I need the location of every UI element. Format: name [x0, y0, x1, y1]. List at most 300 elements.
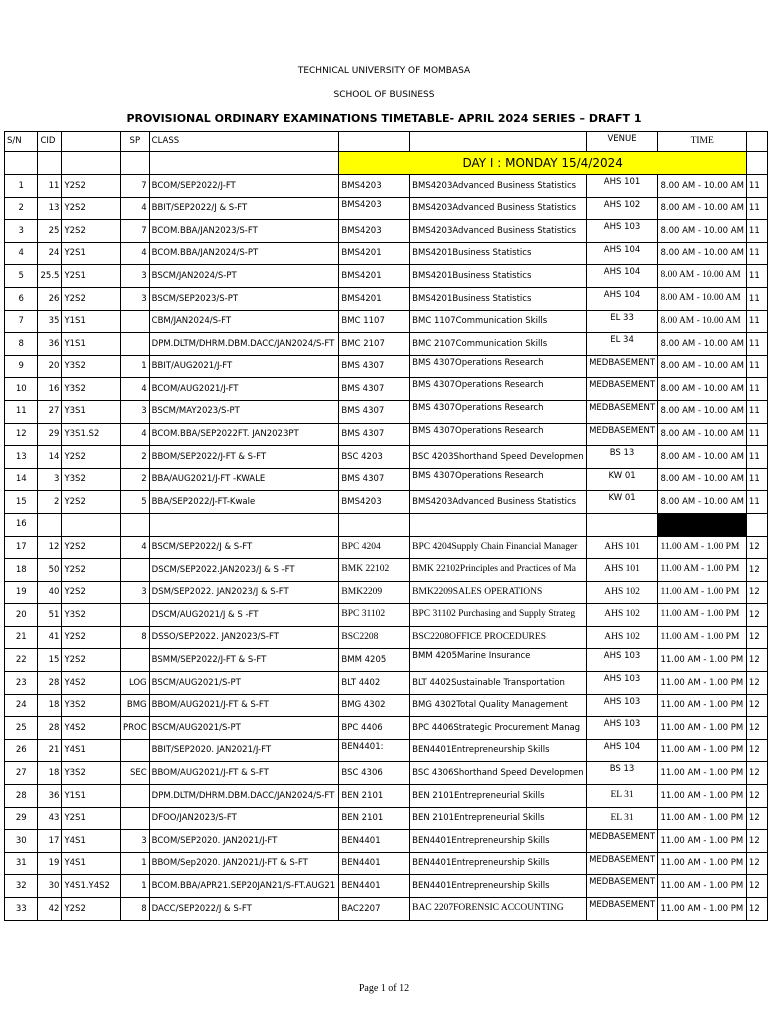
cell-sn: 10: [5, 378, 38, 401]
cell-unit-code: BMS4201: [339, 287, 410, 310]
cell-extra: 12: [746, 672, 767, 695]
cell-unit-code: BSC 4203: [339, 446, 410, 469]
cell-sp: LOG: [120, 672, 149, 695]
cell-sn: 20: [5, 604, 38, 627]
cell-time: 11.00 AM - 1.00 PM: [658, 830, 746, 853]
table-header-row: [5, 132, 768, 152]
cell-unit-code: BMS 4307: [339, 378, 410, 401]
table-row: [5, 830, 768, 853]
cell-unit-code: BMS 4307: [339, 355, 410, 378]
cell-venue: EL 31: [586, 785, 658, 808]
cell-class: DSCM/AUG2021/J & S -FT: [149, 604, 339, 627]
table-row: [5, 310, 768, 333]
cell-extra: 12: [746, 694, 767, 717]
table-row: [5, 287, 768, 310]
cell-extra: 12: [746, 739, 767, 762]
cell-sp: 4: [120, 536, 149, 559]
cell-class: BCOM.BBA/JAN2023/S-FT: [149, 220, 339, 243]
cell-year-sem: Y4S1: [62, 830, 121, 853]
cell-sn: 30: [5, 830, 38, 853]
cell-cid: [38, 513, 62, 536]
cell-sp: 4: [120, 423, 149, 446]
table-row: [5, 491, 768, 514]
cell-unit-code: BMK2209: [339, 581, 410, 604]
cell-time: 8.00 AM - 10.00 AM: [658, 310, 746, 333]
col-header-sn: S/N: [5, 132, 38, 152]
cell-year-sem: Y2S2: [62, 491, 121, 514]
cell-class: DACC/SEP2022/J & S-FT: [149, 898, 339, 921]
cell-sp: 4: [120, 378, 149, 401]
cell-sn: 5: [5, 265, 38, 288]
cell-year-sem: Y2S1: [62, 265, 121, 288]
cell-cid: 11: [38, 175, 62, 198]
col-header-blank: [62, 132, 121, 152]
cell-unit-title: BMS 4307Operations Research: [410, 400, 586, 423]
cell-class: BSCM/SEP2023/S-PT: [149, 287, 339, 310]
cell-year-sem: Y2S2: [62, 559, 121, 582]
cell-class: BBOM/AUG2021/J-FT & S-FT: [149, 694, 339, 717]
cell-class: DPM.DLTM/DHRM.DBM.DACC/JAN2024/S-FT: [149, 333, 339, 356]
cell-class: [149, 513, 339, 536]
cell-extra: 11: [746, 242, 767, 265]
cell-sp: 1: [120, 875, 149, 898]
cell-time: 11.00 AM - 1.00 PM: [658, 898, 746, 921]
col-header-extra: [746, 132, 767, 152]
cell-extra: 11: [746, 287, 767, 310]
cell-cid: 3: [38, 468, 62, 491]
cell-unit-title: BSC2208OFFICE PROCEDURES: [410, 626, 586, 649]
cell-cid: 13: [38, 197, 62, 220]
cell-venue: AHS 103: [586, 220, 658, 243]
cell-year-sem: Y1S1: [62, 785, 121, 808]
cell-venue: [586, 513, 658, 536]
table-row: [5, 649, 768, 672]
cell-year-sem: Y4S1.Y4S2: [62, 875, 121, 898]
cell-sp: 8: [120, 626, 149, 649]
cell-unit-code: BMC 2107: [339, 333, 410, 356]
cell-extra: 12: [746, 581, 767, 604]
cell-sn: 31: [5, 852, 38, 875]
cell-unit-title: BMS 4307Operations Research: [410, 423, 586, 446]
cell-unit-code: BMS4201: [339, 265, 410, 288]
cell-sp: [120, 739, 149, 762]
cell-year-sem: Y2S2: [62, 220, 121, 243]
cell-unit-title: BMS4203Advanced Business Statistics: [410, 175, 586, 198]
cell-unit-code: BSC2208: [339, 626, 410, 649]
cell-sn: 17: [5, 536, 38, 559]
cell-cid: 18: [38, 694, 62, 717]
table-row: [5, 762, 768, 785]
cell-venue: MEDBASEMENT: [586, 830, 658, 853]
table-row: [5, 423, 768, 446]
cell-unit-title: BMG 4302Total Quality Management: [410, 694, 586, 717]
cell-time: 11.00 AM - 1.00 PM: [658, 672, 746, 695]
cell-time: 11.00 AM - 1.00 PM: [658, 694, 746, 717]
cell-cid: 51: [38, 604, 62, 627]
table-row: [5, 355, 768, 378]
cell-year-sem: Y1S1: [62, 310, 121, 333]
cell-cid: 41: [38, 626, 62, 649]
cell-class: DSCM/SEP2022.JAN2023/J & S -FT: [149, 559, 339, 582]
cell-venue: MEDBASEMENT: [586, 852, 658, 875]
cell-unit-title: BMK 22102Principles and Practices of Ma: [410, 559, 586, 582]
cell-extra: 11: [746, 333, 767, 356]
cell-unit-title: BMC 1107Communication Skills: [410, 310, 586, 333]
cell-unit-title: BMS4201Business Statistics: [410, 242, 586, 265]
cell-sp: [120, 310, 149, 333]
cell-time: [658, 513, 746, 536]
cell-extra: 12: [746, 559, 767, 582]
cell-cid: 27: [38, 400, 62, 423]
cell-year-sem: Y3S2: [62, 468, 121, 491]
cell-venue: MEDBASEMENT: [586, 355, 658, 378]
cell-time: 8.00 AM - 10.00 AM: [658, 242, 746, 265]
cell-time: 8.00 AM - 10.00 AM: [658, 468, 746, 491]
cell-sn: 29: [5, 807, 38, 830]
cell-unit-code: BMM 4205: [339, 649, 410, 672]
cell-sn: 21: [5, 626, 38, 649]
cell-time: 8.00 AM - 10.00 AM: [658, 378, 746, 401]
table-row: [5, 807, 768, 830]
cell-unit-title: BEN4401Entrepreneurship Skills: [410, 739, 586, 762]
cell-unit-code: BMS4201: [339, 242, 410, 265]
cell-extra: 12: [746, 830, 767, 853]
cell-time: 11.00 AM - 1.00 PM: [658, 875, 746, 898]
cell-class: DSSO/SEP2022. JAN2023/S-FT: [149, 626, 339, 649]
cell-venue: AHS 103: [586, 694, 658, 717]
cell-sn: 4: [5, 242, 38, 265]
cell-unit-code: BPC 4406: [339, 717, 410, 740]
cell-unit-code: BMS4203: [339, 220, 410, 243]
cell-extra: 11: [746, 265, 767, 288]
cell-venue: AHS 104: [586, 265, 658, 288]
cell-sp: [120, 604, 149, 627]
cell-unit-title: BMS4203Advanced Business Statistics: [410, 220, 586, 243]
cell-venue: MEDBASEMENT: [586, 898, 658, 921]
cell-sp: 4: [120, 197, 149, 220]
table-row: [5, 626, 768, 649]
cell-time: 8.00 AM - 10.00 AM: [658, 355, 746, 378]
cell-extra: 12: [746, 785, 767, 808]
cell-extra: 11: [746, 355, 767, 378]
cell-time: 11.00 AM - 1.00 PM: [658, 559, 746, 582]
cell-time: 11.00 AM - 1.00 PM: [658, 785, 746, 808]
cell-unit-title: BMC 2107Communication Skills: [410, 333, 586, 356]
cell-unit-code: BMS 4307: [339, 468, 410, 491]
cell-unit-title: BPC 4406Strategic Procurement Manag: [410, 717, 586, 740]
cell-cid: 30: [38, 875, 62, 898]
cell-unit-code: BMK 22102: [339, 559, 410, 582]
cell-time: 11.00 AM - 1.00 PM: [658, 649, 746, 672]
cell-year-sem: Y3S2: [62, 355, 121, 378]
cell-extra: 11: [746, 378, 767, 401]
cell-sn: 8: [5, 333, 38, 356]
cell-extra: 12: [746, 717, 767, 740]
cell-venue: AHS 102: [586, 604, 658, 627]
cell-sn: 13: [5, 446, 38, 469]
cell-unit-title: BMS 4307Operations Research: [410, 378, 586, 401]
cell-sn: 23: [5, 672, 38, 695]
cell-extra: 11: [746, 310, 767, 333]
cell-sp: [120, 807, 149, 830]
cell-cid: 18: [38, 762, 62, 785]
cell-extra: 11: [746, 220, 767, 243]
cell-extra: 11: [746, 400, 767, 423]
table-row: [5, 333, 768, 356]
cell-time: 8.00 AM - 10.00 AM: [658, 287, 746, 310]
cell-year-sem: Y3S2: [62, 604, 121, 627]
cell-sn: 27: [5, 762, 38, 785]
cell-venue: EL 31: [586, 807, 658, 830]
cell-unit-code: BPC 31102: [339, 604, 410, 627]
cell-sp: 2: [120, 446, 149, 469]
table-row: [5, 875, 768, 898]
cell-extra: [746, 513, 767, 536]
cell-year-sem: Y4S1: [62, 739, 121, 762]
cell-unit-code: BEN 2101: [339, 785, 410, 808]
cell-unit-code: BLT 4402: [339, 672, 410, 695]
cell-cid: 28: [38, 672, 62, 695]
day-banner: DAY I : MONDAY 15/4/2024: [339, 152, 746, 175]
cell-sp: 3: [120, 830, 149, 853]
cell-unit-code: BSC 4306: [339, 762, 410, 785]
cell-year-sem: Y4S2: [62, 672, 121, 695]
col-header-cid: CID: [38, 132, 62, 152]
cell-class: DFOO/JAN2023/S-FT: [149, 807, 339, 830]
cell-cid: 50: [38, 559, 62, 582]
cell-extra: 11: [746, 491, 767, 514]
table-row: [5, 468, 768, 491]
cell-year-sem: Y2S2: [62, 649, 121, 672]
cell-sp: 7: [120, 175, 149, 198]
table-row: [5, 717, 768, 740]
cell-unit-code: [339, 513, 410, 536]
cell-extra: 12: [746, 852, 767, 875]
table-row: [5, 581, 768, 604]
cell-cid: 28: [38, 717, 62, 740]
cell-extra: 11: [746, 175, 767, 198]
table-row: [5, 513, 768, 536]
cell-year-sem: Y2S2: [62, 626, 121, 649]
cell-venue: EL 33: [586, 310, 658, 333]
cell-venue: KW 01: [586, 468, 658, 491]
cell-class: BBA/SEP2022/J-FT-Kwale: [149, 491, 339, 514]
cell-sp: 7: [120, 220, 149, 243]
cell-time: 8.00 AM - 10.00 AM: [658, 175, 746, 198]
cell-year-sem: Y2S2: [62, 446, 121, 469]
cell-class: BCOM.BBA/JAN2024/S-PT: [149, 242, 339, 265]
cell-venue: AHS 103: [586, 672, 658, 695]
cell-sn: 11: [5, 400, 38, 423]
table-row: [5, 672, 768, 695]
cell-class: BBIT/SEP2022/J & S-FT: [149, 197, 339, 220]
cell-sn: 1: [5, 175, 38, 198]
cell-unit-title: BMM 4205Marine Insurance: [410, 649, 586, 672]
cell-unit-code: BEN4401:: [339, 739, 410, 762]
cell-time: 11.00 AM - 1.00 PM: [658, 852, 746, 875]
cell-venue: AHS 101: [586, 536, 658, 559]
cell-cid: 16: [38, 378, 62, 401]
col-header-unit: [410, 132, 586, 152]
cell-venue: AHS 102: [586, 626, 658, 649]
cell-unit-code: BEN 2101: [339, 807, 410, 830]
cell-extra: 11: [746, 423, 767, 446]
cell-unit-code: BMS 4307: [339, 423, 410, 446]
cell-time: 8.00 AM - 10.00 AM: [658, 333, 746, 356]
col-header-code: [339, 132, 410, 152]
cell-year-sem: Y3S2: [62, 694, 121, 717]
cell-unit-code: BMS4203: [339, 197, 410, 220]
cell-unit-code: BAC2207: [339, 898, 410, 921]
cell-sp: 5: [120, 491, 149, 514]
cell-venue: MEDBASEMENT: [586, 400, 658, 423]
cell-unit-title: BMK2209SALES OPERATIONS: [410, 581, 586, 604]
cell-unit-title: BEN4401Entrepreneurship Skills: [410, 852, 586, 875]
cell-year-sem: Y2S2: [62, 197, 121, 220]
cell-time: 11.00 AM - 1.00 PM: [658, 604, 746, 627]
table-row: [5, 378, 768, 401]
cell-venue: BS 13: [586, 446, 658, 469]
cell-extra: 12: [746, 604, 767, 627]
cell-sn: 33: [5, 898, 38, 921]
cell-time: 8.00 AM - 10.00 AM: [658, 446, 746, 469]
cell-sn: 26: [5, 739, 38, 762]
cell-cid: 35: [38, 310, 62, 333]
cell-cid: 36: [38, 785, 62, 808]
cell-class: BBIT/AUG2021/J-FT: [149, 355, 339, 378]
table-row: [5, 242, 768, 265]
cell-sp: [120, 513, 149, 536]
table-row: [5, 197, 768, 220]
table-row: [5, 739, 768, 762]
cell-extra: 11: [746, 197, 767, 220]
cell-unit-title: BMS4203Advanced Business Statistics: [410, 197, 586, 220]
cell-year-sem: Y2S2: [62, 581, 121, 604]
cell-venue: AHS 101: [586, 559, 658, 582]
cell-sn: 3: [5, 220, 38, 243]
cell-sp: 1: [120, 852, 149, 875]
cell-sp: 3: [120, 581, 149, 604]
cell-venue: AHS 104: [586, 242, 658, 265]
cell-unit-title: BMS 4307Operations Research: [410, 355, 586, 378]
cell-time: 11.00 AM - 1.00 PM: [658, 762, 746, 785]
cell-sp: BMG: [120, 694, 149, 717]
cell-year-sem: Y4S1: [62, 852, 121, 875]
cell-venue: AHS 103: [586, 649, 658, 672]
cell-class: BSCM/MAY2023/S-PT: [149, 400, 339, 423]
cell-sn: 22: [5, 649, 38, 672]
cell-class: BCOM.BBA/APR21.SEP20JAN21/S-FT.AUG21: [149, 875, 339, 898]
cell-unit-code: BMC 1107: [339, 310, 410, 333]
university-name: TECHNICAL UNIVERSITY OF MOMBASA: [297, 66, 471, 76]
cell-sp: 3: [120, 287, 149, 310]
cell-unit-title: BSC 4306Shorthand Speed Developmen: [410, 762, 586, 785]
cell-extra: 12: [746, 626, 767, 649]
table-row: [5, 400, 768, 423]
cell-cid: 36: [38, 333, 62, 356]
cell-class: BBOM/AUG2021/J-FT & S-FT: [149, 762, 339, 785]
cell-sn: 7: [5, 310, 38, 333]
cell-unit-code: BMS4203: [339, 491, 410, 514]
cell-class: CBM/JAN2024/S-FT: [149, 310, 339, 333]
cell-time: 11.00 AM - 1.00 PM: [658, 626, 746, 649]
cell-class: BBIT/SEP2020. JAN2021/J-FT: [149, 739, 339, 762]
cell-sn: 25: [5, 717, 38, 740]
cell-unit-title: BPC 31102 Purchasing and Supply Strateg: [410, 604, 586, 627]
cell-class: BCOM.BBA/SEP2022FT. JAN2023PT: [149, 423, 339, 446]
day-banner-row: [5, 152, 768, 175]
col-header-time: TIME: [658, 132, 746, 152]
cell-venue: MEDBASEMENT: [586, 875, 658, 898]
cell-cid: 2: [38, 491, 62, 514]
cell-extra: 11: [746, 446, 767, 469]
cell-class: BBA/AUG2021/J-FT -KWALE: [149, 468, 339, 491]
cell-time: 8.00 AM - 10.00 AM: [658, 491, 746, 514]
cell-extra: 12: [746, 898, 767, 921]
cell-venue: MEDBASEMENT: [586, 423, 658, 446]
cell-cid: 42: [38, 898, 62, 921]
table-row: [5, 175, 768, 198]
cell-venue: AHS 101: [586, 175, 658, 198]
table-row: [5, 559, 768, 582]
col-header-sp: SP: [120, 132, 149, 152]
cell-time: 11.00 AM - 1.00 PM: [658, 581, 746, 604]
cell-sn: 6: [5, 287, 38, 310]
cell-year-sem: Y1S1: [62, 333, 121, 356]
table-row: [5, 785, 768, 808]
cell-year-sem: Y2S2: [62, 536, 121, 559]
cell-class: BBOM/Sep2020. JAN2021/J-FT & S-FT: [149, 852, 339, 875]
cell-class: DPM.DLTM/DHRM.DBM.DACC/JAN2024/S-FT: [149, 785, 339, 808]
cell-cid: 20: [38, 355, 62, 378]
cell-sp: [120, 559, 149, 582]
cell-unit-code: BPC 4204: [339, 536, 410, 559]
cell-unit-title: BEN4401Entrepreneurship Skills: [410, 875, 586, 898]
cell-year-sem: Y3S1.S2: [62, 423, 121, 446]
cell-sp: SEC: [120, 762, 149, 785]
cell-class: BSMM/SEP2022/J-FT & S-FT: [149, 649, 339, 672]
cell-year-sem: Y2S1: [62, 807, 121, 830]
cell-venue: AHS 104: [586, 739, 658, 762]
cell-extra: 12: [746, 762, 767, 785]
cell-unit-code: BMS4203: [339, 175, 410, 198]
cell-year-sem: [62, 513, 121, 536]
table-row: [5, 220, 768, 243]
cell-sn: 2: [5, 197, 38, 220]
cell-cid: 14: [38, 446, 62, 469]
cell-unit-title: BMS4203Advanced Business Statistics: [410, 491, 586, 514]
cell-time: 11.00 AM - 1.00 PM: [658, 717, 746, 740]
cell-unit-code: BMS 4307: [339, 400, 410, 423]
cell-sp: 4: [120, 242, 149, 265]
cell-sp: 1: [120, 355, 149, 378]
cell-sn: 9: [5, 355, 38, 378]
cell-extra: 11: [746, 468, 767, 491]
cell-time: 11.00 AM - 1.00 PM: [658, 807, 746, 830]
cell-cid: 26: [38, 287, 62, 310]
cell-year-sem: Y2S2: [62, 287, 121, 310]
cell-year-sem: Y3S2: [62, 378, 121, 401]
cell-sp: [120, 785, 149, 808]
cell-unit-title: BLT 4402Sustainable Transportation: [410, 672, 586, 695]
cell-unit-code: BEN4401: [339, 875, 410, 898]
cell-venue: EL 34: [586, 333, 658, 356]
cell-year-sem: Y2S1: [62, 242, 121, 265]
cell-sn: 18: [5, 559, 38, 582]
cell-venue: AHS 104: [586, 287, 658, 310]
cell-class: BBOM/SEP2022/J-FT & S-FT: [149, 446, 339, 469]
cell-time: 11.00 AM - 1.00 PM: [658, 739, 746, 762]
